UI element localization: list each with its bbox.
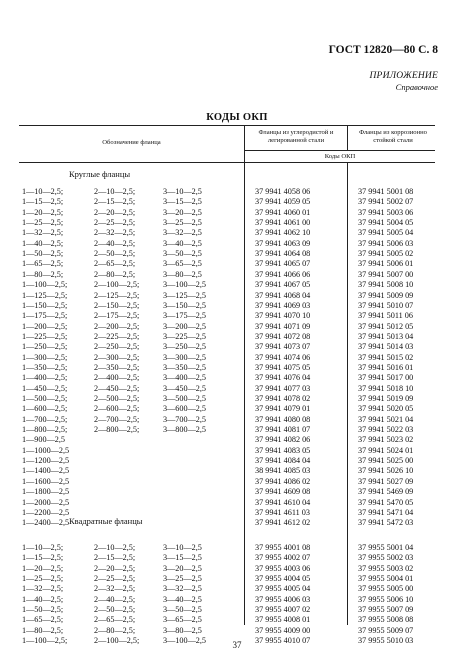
designation-1: 1—20—2,5; [22,563,64,573]
code-carbon-steel: 37 9941 4084 04 [255,456,311,466]
designation-2: 2—15—2,5; [94,197,136,207]
designation-2: 2—300—2,5; [94,352,140,362]
code-carbon-steel: 37 9941 4058 06 [255,187,311,196]
column-divider-1 [244,125,245,625]
code-stainless-steel: 37 9955 5005 00 [358,584,414,594]
designation-2: 2—225—2,5; [94,331,140,341]
header-designation: Обозначение фланца [102,139,161,146]
code-stainless-steel: 37 9941 5472 03 [358,518,414,528]
designation-3: 3—65—2,5 [163,615,202,625]
code-stainless-steel: 37 9941 5471 04 [358,507,414,517]
designation-1: 1—300—2,5; [22,352,68,362]
header-mid-rule [244,150,435,151]
code-carbon-steel: 37 9941 4074 06 [255,352,311,362]
designation-2: 2—100—2,5; [94,280,140,290]
code-carbon-steel: 37 9955 4005 04 [255,584,311,594]
code-carbon-steel: 37 9955 4003 06 [255,563,311,573]
code-stainless-steel: 37 9941 5003 06 [358,207,414,217]
code-carbon-steel: 37 9941 4059 05 [255,197,311,207]
designation-3: 3—150—2,5 [163,300,206,310]
designation-1: 1—32—2,5; [22,228,64,238]
code-stainless-steel: 37 9941 5026 10 [358,466,414,476]
designation-3: 3—40—2,5 [163,238,202,248]
designation-2: 2—10—2,5; [94,187,136,196]
code-stainless-steel: 37 9941 5006 01 [358,259,414,269]
designation-2: 2—15—2,5; [94,553,136,563]
designation-3: 3—800—2,5 [163,425,206,435]
designation-1: 1—100—2,5; [22,280,68,290]
code-stainless-steel: 37 9955 5009 07 [358,625,414,635]
designation-2: 2—350—2,5; [94,362,140,372]
designation-1: 1—1600—2,5 [22,476,70,486]
designation-1: 1—900—2,5 [22,435,65,445]
code-stainless-steel: 37 9955 5008 08 [358,615,414,625]
code-stainless-steel: 37 9941 5027 09 [358,476,414,486]
code-carbon-steel: 37 9941 4060 01 [255,207,311,217]
designation-3: 3—400—2,5 [163,373,206,383]
code-stainless-steel: 37 9941 5019 09 [358,394,414,403]
header-stainless-steel: Фланцы из коррозионно стойкой стали [359,129,427,144]
designation-1: 1—150—2,5; [22,300,68,310]
designation-3: 3—700—2,5 [163,414,206,424]
code-stainless-steel: 37 9941 5470 05 [358,497,414,507]
designation-1: 1—1000—2,5 [22,445,70,455]
designation-2: 2—32—2,5; [94,584,136,594]
designation-2: 2—250—2,5; [94,342,140,352]
code-stainless-steel: 37 9955 5007 09 [358,605,414,615]
code-stainless-steel: 37 9941 5014 03 [358,342,414,352]
code-carbon-steel: 37 9941 4068 04 [255,290,311,300]
designation-2: 2—700—2,5; [94,414,140,424]
designation-3: 3—20—2,5 [163,207,202,217]
code-carbon-steel: 37 9955 4008 01 [255,615,311,625]
code-carbon-steel: 37 9955 4002 07 [255,553,311,563]
code-stainless-steel: 37 9941 5017 00 [358,373,414,383]
designation-2: 2—175—2,5; [94,311,140,321]
code-carbon-steel: 37 9941 4076 04 [255,373,311,383]
designation-1: 1—50—2,5; [22,605,64,615]
designation-2: 2—32—2,5; [94,228,136,238]
designation-1: 1—175—2,5; [22,311,68,321]
designation-1: 1—15—2,5; [22,197,64,207]
code-carbon-steel: 37 9941 4072 08 [255,331,311,341]
code-carbon-steel: 37 9941 4080 08 [255,414,311,424]
designation-2: 2—20—2,5; [94,563,136,573]
designation-1: 1—600—2,5; [22,404,68,414]
designation-1: 1—1400—2,5 [22,466,70,476]
designation-1: 1—40—2,5; [22,238,64,248]
code-stainless-steel: 37 9941 5018 10 [358,383,414,393]
code-carbon-steel: 37 9941 4071 09 [255,321,311,331]
designation-2: 2—600—2,5; [94,404,140,414]
page-title: КОДЫ ОКП [206,112,268,123]
designation-1: 1—450—2,5; [22,383,68,393]
designation-3: 3—10—2,5 [163,187,202,196]
designation-2: 2—200—2,5; [94,321,140,331]
code-carbon-steel: 37 9941 4069 03 [255,300,311,310]
designation-2: 2—150—2,5; [94,300,140,310]
code-carbon-steel: 37 9941 4065 07 [255,259,311,269]
designation-3: 3—450—2,5 [163,383,206,393]
designation-3: 3—15—2,5 [163,553,202,563]
code-carbon-steel: 37 9941 4609 08 [255,487,311,497]
code-stainless-steel: 37 9941 5022 03 [358,425,414,435]
code-stainless-steel: 37 9941 5006 03 [358,238,414,248]
designation-1: 1—200—2,5; [22,321,68,331]
code-carbon-steel: 37 9941 4063 09 [255,238,311,248]
designation-3: 3—65—2,5 [163,259,202,269]
code-stainless-steel: 37 9941 5024 01 [358,445,414,455]
designation-1: 1—125—2,5; [22,290,68,300]
designation-3: 3—225—2,5 [163,331,206,341]
designation-1: 1—65—2,5; [22,615,64,625]
designation-2: 2—65—2,5; [94,259,136,269]
designation-2: 2—125—2,5; [94,290,140,300]
designation-1: 1—80—2,5; [22,625,64,635]
designation-1: 1—10—2,5; [22,543,64,552]
code-stainless-steel: 37 9941 5002 07 [358,197,414,207]
code-stainless-steel: 37 9941 5005 02 [358,249,414,259]
designation-2: 2—50—2,5; [94,605,136,615]
designation-2: 2—10—2,5; [94,543,136,552]
designation-2: 2—50—2,5; [94,249,136,259]
designation-3: 3—32—2,5 [163,228,202,238]
code-stainless-steel: 37 9941 5011 06 [358,311,413,321]
code-stainless-steel: 37 9955 5003 02 [358,563,414,573]
code-carbon-steel: 37 9941 4077 03 [255,383,311,393]
designation-2: 2—450—2,5; [94,383,140,393]
designation-1: 1—65—2,5; [22,259,64,269]
designation-3: 3—32—2,5 [163,584,202,594]
designation-3: 3—600—2,5 [163,404,206,414]
designation-1: 1—32—2,5; [22,584,64,594]
designation-3: 3—50—2,5 [163,249,202,259]
designation-3: 3—25—2,5 [163,574,202,584]
designation-1: 1—20—2,5; [22,207,64,217]
designation-1: 1—500—2,5; [22,394,68,403]
designation-3: 3—100—2,5 [163,636,206,646]
designation-3: 3—250—2,5 [163,342,206,352]
code-carbon-steel: 38 9941 4085 03 [255,466,311,476]
code-carbon-steel: 37 9941 4062 10 [255,228,311,238]
designation-1: 1—50—2,5; [22,249,64,259]
code-stainless-steel: 37 9941 5007 00 [358,269,414,279]
designation-1: 1—25—2,5; [22,218,64,228]
code-carbon-steel: 37 9941 4612 02 [255,518,311,528]
designation-2: 2—100—2,5; [94,636,140,646]
designation-3: 3—80—2,5 [163,269,202,279]
code-carbon-steel: 37 9941 4066 06 [255,269,311,279]
designation-3: 3—350—2,5 [163,362,206,372]
designation-2: 2—25—2,5; [94,574,136,584]
designation-1: 1—700—2,5; [22,414,68,424]
code-carbon-steel: 37 9955 4009 00 [255,625,311,635]
code-carbon-steel: 37 9941 4611 03 [255,507,310,517]
code-stainless-steel: 37 9941 5010 07 [358,300,414,310]
designation-1: 1—1200—2,5 [22,456,70,466]
designation-3: 3—300—2,5 [163,352,206,362]
designation-1: 1—40—2,5; [22,594,64,604]
designation-2: 2—80—2,5; [94,625,136,635]
designation-3: 3—40—2,5 [163,594,202,604]
table-top-rule [19,125,435,126]
code-stainless-steel: 37 9955 5001 04 [358,543,414,552]
designation-1: 1—400—2,5; [22,373,68,383]
designation-1: 1—800—2,5; [22,425,68,435]
code-carbon-steel: 37 9941 4067 05 [255,280,311,290]
designation-1: 1—250—2,5; [22,342,68,352]
designation-1: 1—1800—2,5 [22,487,70,497]
code-carbon-steel: 37 9941 4078 02 [255,394,311,403]
code-stainless-steel: 37 9941 5023 02 [358,435,414,445]
code-carbon-steel: 37 9941 4070 10 [255,311,311,321]
code-stainless-steel: 37 9941 5001 08 [358,187,414,196]
code-stainless-steel: 37 9941 5009 09 [358,290,414,300]
designation-1: 1—2200—2,5 [22,507,70,517]
designation-2: 2—400—2,5; [94,373,140,383]
code-carbon-steel: 37 9941 4079 01 [255,404,311,414]
code-stainless-steel: 37 9941 5016 01 [358,362,414,372]
code-carbon-steel: 37 9941 4073 07 [255,342,311,352]
code-carbon-steel: 37 9941 4610 04 [255,497,311,507]
designation-1: 1—2400—2,5 [22,518,70,528]
standard-number: ГОСТ 12820—80 С. 8 [328,44,438,56]
code-carbon-steel: 37 9941 4081 07 [255,425,311,435]
designation-1: 1—25—2,5; [22,574,64,584]
designation-1: 1—10—2,5; [22,187,64,196]
code-carbon-steel: 37 9941 4064 08 [255,249,311,259]
code-carbon-steel: 37 9955 4006 03 [255,594,311,604]
header-okp-codes: Коды ОКП [324,153,356,160]
designation-1: 1—100—2,5; [22,636,68,646]
code-stainless-steel: 37 9955 5002 03 [358,553,414,563]
designation-2: 2—500—2,5; [94,394,140,403]
code-stainless-steel: 37 9941 5008 10 [358,280,414,290]
code-stainless-steel: 37 9941 5013 04 [358,331,414,341]
code-carbon-steel: 37 9941 4061 00 [255,218,311,228]
column-divider-2b [347,162,348,625]
code-stainless-steel: 37 9941 5021 04 [358,414,414,424]
designation-3: 3—200—2,5 [163,321,206,331]
section-title-round: Круглые фланцы [69,169,131,179]
designation-1: 1—2000—2,5 [22,497,70,507]
code-stainless-steel: 37 9941 5469 09 [358,487,414,497]
code-carbon-steel: 37 9955 4007 02 [255,605,311,615]
designation-2: 2—25—2,5; [94,218,136,228]
designation-3: 3—500—2,5 [163,394,206,403]
code-stainless-steel: 37 9941 5004 05 [358,218,414,228]
column-divider-2a [347,125,348,150]
section-title-square: Квадратные фланцы [69,516,143,526]
designation-2: 2—20—2,5; [94,207,136,217]
designation-2: 2—65—2,5; [94,615,136,625]
designation-1: 1—15—2,5; [22,553,64,563]
designation-3: 3—10—2,5 [163,543,202,552]
designation-3: 3—100—2,5 [163,280,206,290]
page-number: 37 [232,640,242,650]
code-carbon-steel: 37 9941 4082 06 [255,435,311,445]
designation-2: 2—40—2,5; [94,238,136,248]
designation-1: 1—350—2,5; [22,362,68,372]
code-stainless-steel: 37 9941 5005 04 [358,228,414,238]
designation-3: 3—50—2,5 [163,605,202,615]
header-bottom-rule [19,162,435,163]
code-carbon-steel: 37 9941 4086 02 [255,476,311,486]
designation-3: 3—25—2,5 [163,218,202,228]
appendix-label: ПРИЛОЖЕНИЕ [369,71,438,81]
code-stainless-steel: 37 9941 5025 00 [358,456,414,466]
code-stainless-steel: 37 9941 5020 05 [358,404,414,414]
code-stainless-steel: 37 9941 5015 02 [358,352,414,362]
code-stainless-steel: 37 9955 5010 03 [358,636,414,646]
code-carbon-steel: 37 9941 4075 05 [255,362,311,372]
code-stainless-steel: 37 9955 5004 01 [358,574,414,584]
designation-2: 2—800—2,5; [94,425,140,435]
code-carbon-steel: 37 9955 4010 07 [255,636,311,646]
code-carbon-steel: 37 9955 4001 08 [255,543,311,552]
code-carbon-steel: 37 9941 4083 05 [255,445,311,455]
designation-3: 3—175—2,5 [163,311,206,321]
designation-3: 3—15—2,5 [163,197,202,207]
designation-1: 1—225—2,5; [22,331,68,341]
header-carbon-steel: Фланцы из углеродистой и легированной стали [258,129,334,144]
designation-2: 2—40—2,5; [94,594,136,604]
designation-3: 3—125—2,5 [163,290,206,300]
designation-2: 2—80—2,5; [94,269,136,279]
code-carbon-steel: 37 9955 4004 05 [255,574,311,584]
code-stainless-steel: 37 9941 5012 05 [358,321,414,331]
code-stainless-steel: 37 9955 5006 10 [358,594,414,604]
designation-3: 3—20—2,5 [163,563,202,573]
appendix-type: Справочное [395,82,438,92]
designation-3: 3—80—2,5 [163,625,202,635]
designation-1: 1—80—2,5; [22,269,64,279]
